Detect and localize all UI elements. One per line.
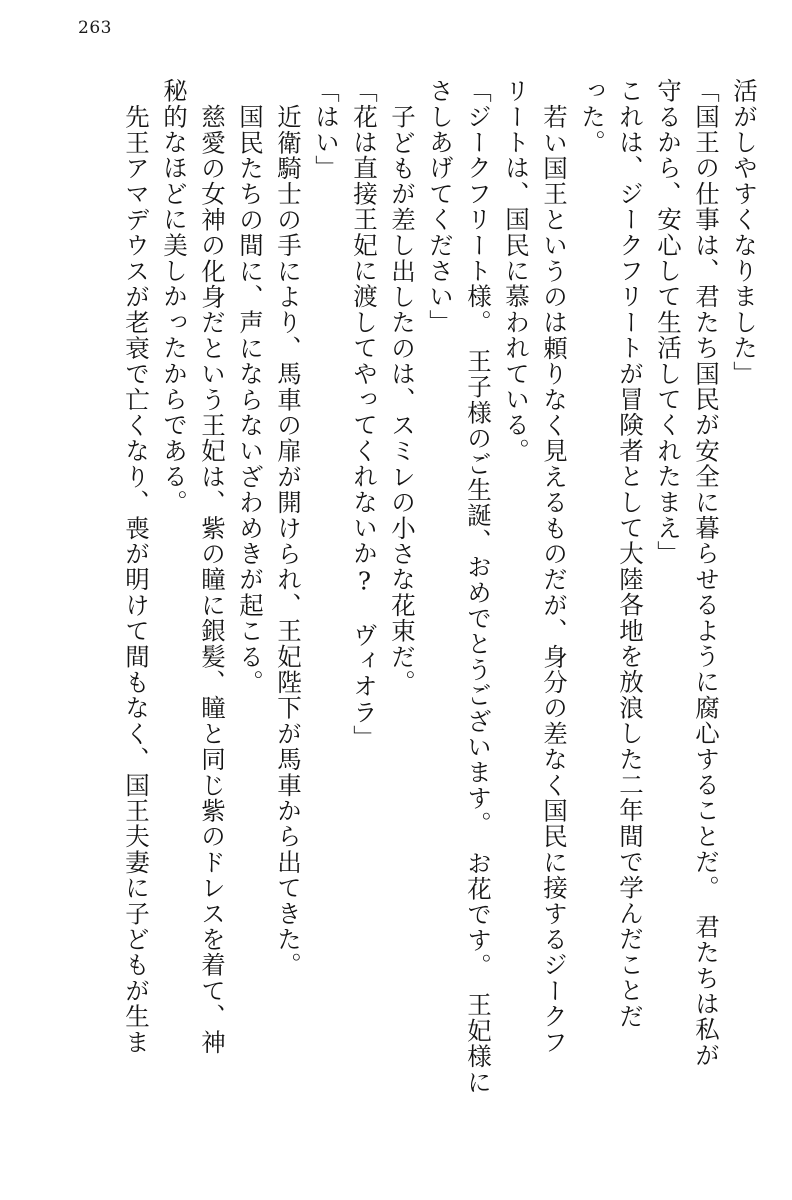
text-line: 先王アマデウスが老衰で亡くなり、喪が明けて間もなく、国王夫妻に子どもが生ま [122,104,151,1055]
vertical-text-block [40,78,759,1158]
text-line: 活がしやすくなりました」 [730,78,759,387]
text-line: 秘的なほどに美しかったからである。 [160,78,189,515]
text-line: これは、ジークフリートが冒険者として大陸各地を放浪した二年間で学んだことだ [616,78,645,1029]
text-line: 若い国王というのは頼りなく見えるものだが、身分の差なく国民に接するジークフ [540,104,569,1055]
text-line: 「国王の仕事は、君たち国民が安全に暮らせるように腐心することだ。 君たちは私が [692,78,721,1069]
text-line: 慈愛の女神の化身だという王妃は、紫の瞳に銀髪、瞳と同じ紫のドレスを着て、神 [198,104,227,1055]
page-number: 263 [78,18,112,38]
text-line: 国民たちの間に、声にならないざわめきが起こる。 [236,104,265,696]
text-line: 「花は直接王妃に渡してやってくれないか? ヴィオラ」 [350,78,379,751]
text-line: 「ジークフリート様。 王子様のご生誕、おめでとうございます。 お花です。 王妃様に [464,78,493,1095]
text-line: リートは、国民に慕われている。 [502,78,531,464]
text-line: 「はい」 [312,78,341,181]
text-line: さしあげてください」 [426,78,455,335]
text-line: 子どもが差し出したのは、スミレの小さな花束だ。 [388,104,417,696]
text-line: 近衛騎士の手により、馬車の扉が開けられ、王妃陛下が馬車から出てきた。 [274,104,303,978]
text-line: った。 [578,78,607,156]
text-line: 守るから、安心して生活してくれたまえ」 [654,78,683,567]
